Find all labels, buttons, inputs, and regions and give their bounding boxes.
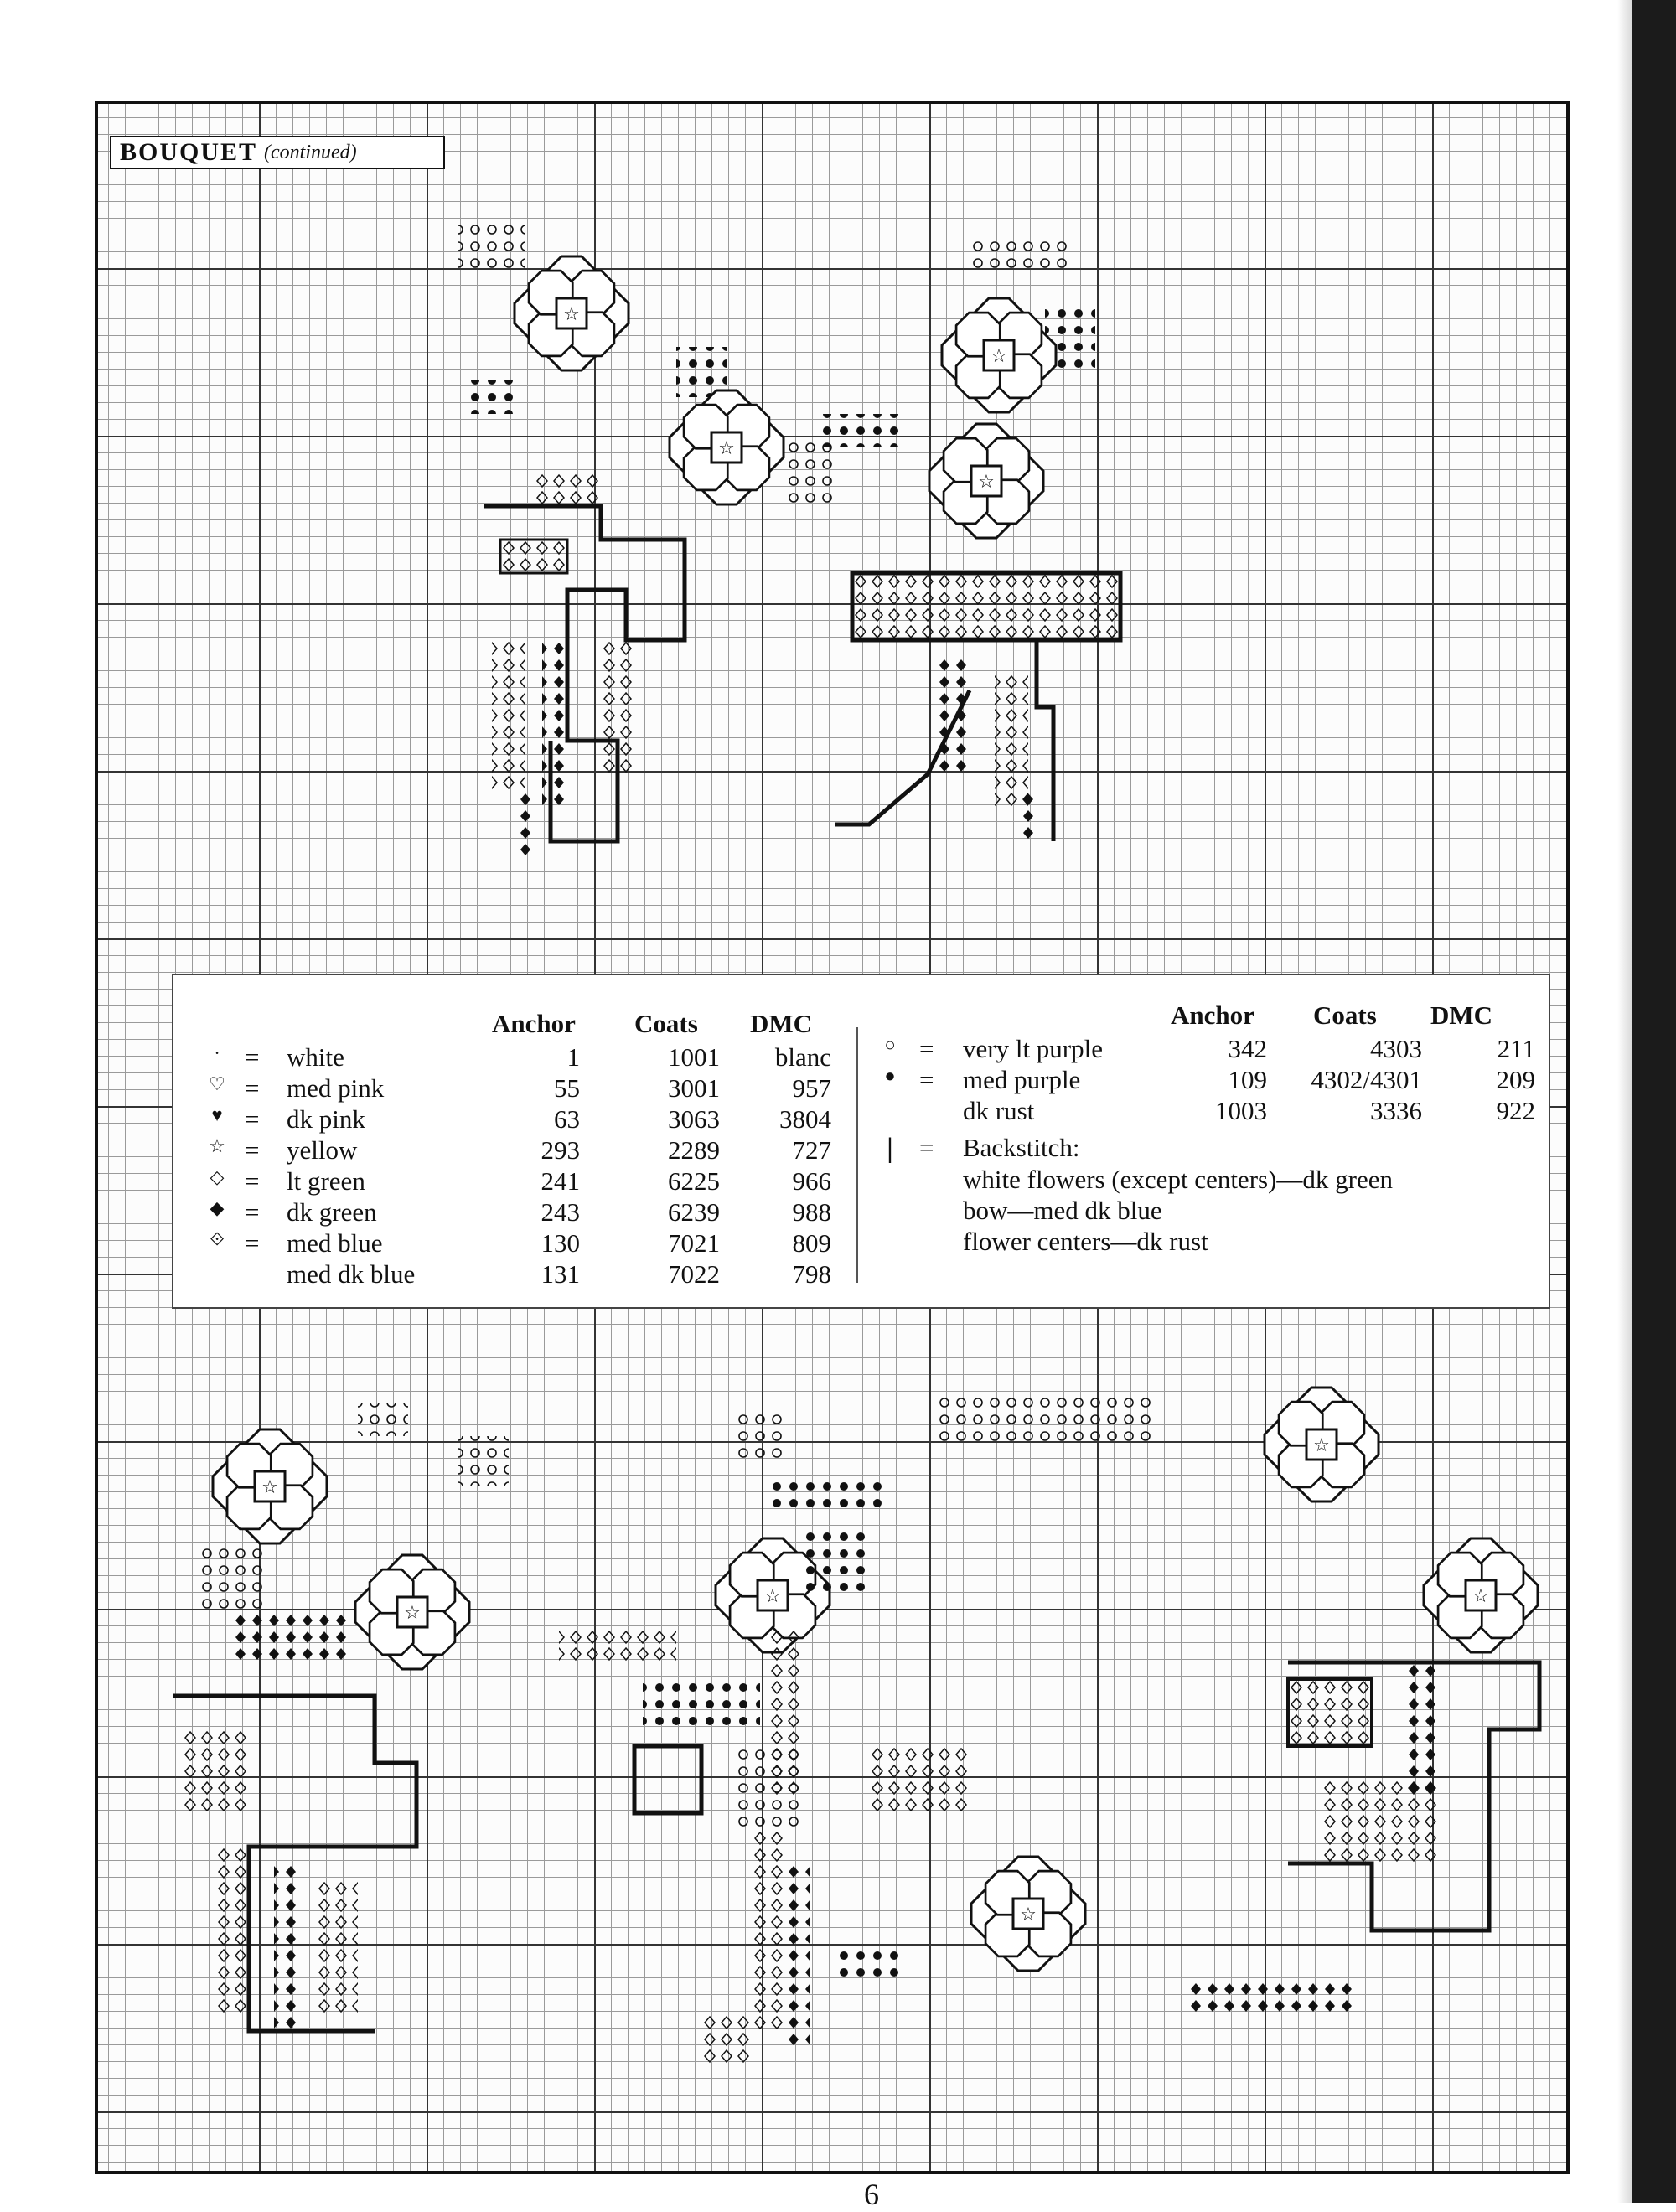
thread-color-name: lt green	[287, 1166, 365, 1196]
dmc-number: 966	[792, 1166, 831, 1196]
color-key-row	[173, 1034, 1548, 1065]
column-header-coats: Coats	[634, 1009, 698, 1038]
anchor-number: 293	[541, 1135, 580, 1165]
motif-top-left	[458, 221, 784, 858]
thread-color-name: dk green	[287, 1197, 377, 1227]
anchor-number: 109	[1228, 1065, 1267, 1094]
backstitch-row	[173, 1133, 1548, 1164]
thread-color-name: dk pink	[287, 1104, 365, 1134]
filled-diamond-icon: ◆	[210, 1197, 225, 1218]
thread-color-name: very lt purple	[963, 1034, 1104, 1063]
coats-number: 6239	[668, 1197, 720, 1227]
equals-sign: =	[919, 1065, 934, 1094]
page-gutter-shadow	[1617, 0, 1632, 2203]
anchor-number: 130	[541, 1228, 580, 1258]
color-key-row	[173, 1228, 1548, 1259]
dmc-number: 3804	[779, 1104, 831, 1134]
column-header-coats-right: Coats	[1313, 1000, 1377, 1030]
color-key-row	[173, 1096, 1548, 1127]
thread-color-name: white	[287, 1042, 344, 1072]
anchor-number: 243	[541, 1197, 580, 1227]
equals-sign: =	[245, 1104, 260, 1134]
motif-top-right	[785, 238, 1120, 841]
anchor-number: 342	[1228, 1034, 1267, 1063]
dmc-number: 209	[1496, 1065, 1535, 1094]
page-number: 6	[864, 2178, 879, 2211]
equals-sign: =	[245, 1135, 260, 1165]
dmc-number: 798	[792, 1259, 831, 1289]
coats-number: 3063	[668, 1104, 720, 1134]
equals-sign: =	[245, 1166, 260, 1196]
page-edge	[1632, 0, 1676, 2203]
color-key	[172, 974, 1550, 1309]
coats-number: 7021	[668, 1228, 720, 1258]
bouquet-motifs: ☆	[98, 104, 1573, 2178]
coats-number: 3001	[668, 1073, 720, 1103]
thread-color-name: med purple	[963, 1065, 1081, 1094]
column-header-anchor-right: Anchor	[1171, 1000, 1254, 1030]
open-circle-icon: ○	[884, 1034, 896, 1055]
color-key-row	[173, 1065, 1548, 1096]
dmc-number: 211	[1497, 1034, 1535, 1063]
color-key-row	[173, 1259, 1548, 1290]
anchor-number: 131	[541, 1259, 580, 1289]
coats-number: 1001	[668, 1042, 720, 1072]
thread-color-name: med pink	[287, 1073, 385, 1103]
anchor-number: 55	[554, 1073, 580, 1103]
coats-number: 6225	[668, 1166, 720, 1196]
coats-number: 2289	[668, 1135, 720, 1165]
anchor-number: 241	[541, 1166, 580, 1196]
filled-heart-icon: ♥	[211, 1104, 223, 1125]
thread-color-name: dk rust	[963, 1096, 1035, 1125]
coats-number: 3336	[1370, 1096, 1422, 1125]
thread-color-name: yellow	[287, 1135, 358, 1165]
thread-color-name: med dk blue	[287, 1259, 416, 1289]
column-header-anchor: Anchor	[492, 1009, 576, 1038]
column-header-dmc: DMC	[750, 1009, 813, 1038]
tiny-dot-icon: ·	[214, 1042, 220, 1063]
dmc-number: 809	[792, 1228, 831, 1258]
dmc-number: 922	[1496, 1096, 1535, 1125]
equals-sign: =	[245, 1042, 260, 1072]
equals-sign: =	[245, 1073, 260, 1103]
dmc-number: 957	[792, 1073, 831, 1103]
backstitch-line-icon: |	[887, 1133, 893, 1164]
backstitch-label: Backstitch:	[963, 1133, 1080, 1162]
dmc-number: 988	[792, 1197, 831, 1227]
equals-sign: =	[919, 1034, 934, 1063]
anchor-number: 1	[566, 1042, 580, 1072]
open-star-icon: ☆	[209, 1135, 225, 1156]
color-key-row	[173, 1197, 1548, 1228]
backstitch-line: white flowers (except centers)—dk green	[963, 1165, 1393, 1194]
filled-circle-icon: ●	[884, 1065, 896, 1086]
equals-sign: =	[245, 1197, 260, 1227]
diamond-cross-icon: ⟐	[210, 1228, 225, 1249]
dmc-number: 727	[792, 1135, 831, 1165]
coats-number: 4302/4301	[1311, 1065, 1422, 1094]
coats-number: 4303	[1370, 1034, 1422, 1063]
equals-sign: =	[245, 1228, 260, 1258]
backstitch-line: bow—med dk blue	[963, 1196, 1162, 1225]
equals-sign: =	[919, 1133, 934, 1162]
chart-title: BOUQUET	[120, 138, 258, 166]
column-header-dmc-right: DMC	[1430, 1000, 1493, 1030]
anchor-number: 63	[554, 1104, 580, 1134]
open-diamond-icon: ◇	[210, 1166, 225, 1187]
thread-color-name: med blue	[287, 1228, 383, 1258]
coats-number: 7022	[668, 1259, 720, 1289]
chart-subtitle: (continued)	[264, 141, 357, 163]
anchor-number: 1003	[1215, 1096, 1267, 1125]
dmc-number: blanc	[774, 1042, 831, 1072]
motif-bottom-left	[173, 1403, 509, 2031]
open-heart-icon: ♡	[209, 1073, 225, 1094]
backstitch-line: flower centers—dk rust	[963, 1227, 1208, 1256]
